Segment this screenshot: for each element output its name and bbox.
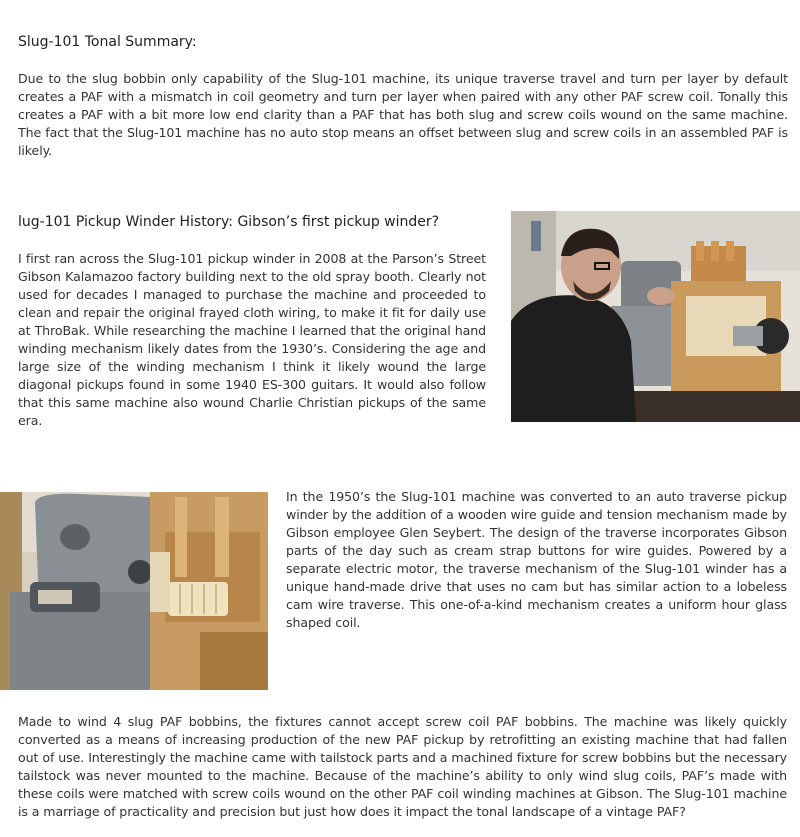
- production-text: Made to wind 4 slug PAF bobbins, the fixtures cannot accept screw coil PAF bobbins. The machine was likely quickly converted as a means of increasing production of the new PAF pickup by retrofitting an existing machine that had fallen out of use. Interestingly the machine came with tailstock parts and a machined fixture for screw bobbins but the necessary tailstock was never mounted to the machine. Because of the machine’s ability to only wind slug coils, PAF’s made with these coils were matched with screw coils wound on the other PAF coil winding machines at Gibson. The Slug-101 machine is a marriage of practicality and precision but just how does it impact the tonal landscape of a vintage PAF?: [18, 714, 787, 819]
- history-text: I first ran across the Slug-101 pickup winder in 2008 at the Parson’s Street Gibson Kalamazoo factory building next to the old spray booth. Clearly not used for decades I managed to purchase the machine and proceeded to clean and repair the original frayed cloth wiring, to make it fit for daily use at ThroBak. While researching the machine I learned that the original hand winding mechanism likely dates from the 1930’s. Considering the age and large size of the winding mechanism I think it likely wound the large diagonal pickups found in some 1940 ES-300 guitars. It would also follow that this same machine also wound Charlie Christian pickups of the same era.: [18, 251, 486, 428]
- tonal-summary-text: Due to the slug bobbin only capability of the Slug-101 machine, its unique traverse travel and turn per layer by default creates a PAF with a mismatch in coil geometry and turn per layer when paired with any other PAF screw coil. Tonally this creates a PAF with a bit more low end clarity than a PAF that has both slug and screw coils wound on the same machine. The fact that the Slug-101 machine has no auto stop means an offset between slug and screw coils in an assembled PAF is likely.: [18, 71, 788, 158]
- conversion-text: In the 1950’s the Slug-101 machine was converted to an auto traverse pickup winder by the addition of a wooden wire guide and tension mechanism made by Gibson employee Glen Seybert. The design of the traverse incorporates Gibson parts of the day such as cream strap buttons for wire guides. Powered by a separate electric motor, the traverse mechanism of the Slug-101 winder has a unique hand-made drive that uses no cam but has similar action to a lobeless cam wire traverse. This one-of-a-kind mechanism creates a uniform hour glass shaped coil.: [286, 489, 787, 630]
- tonal-summary-heading: Slug-101 Tonal Summary:: [18, 34, 197, 50]
- traverse-mechanism-photo: [0, 492, 268, 690]
- winder-operator-photo: [511, 211, 800, 422]
- history-heading: lug-101 Pickup Winder History: Gibson’s first pickup winder?: [18, 214, 440, 230]
